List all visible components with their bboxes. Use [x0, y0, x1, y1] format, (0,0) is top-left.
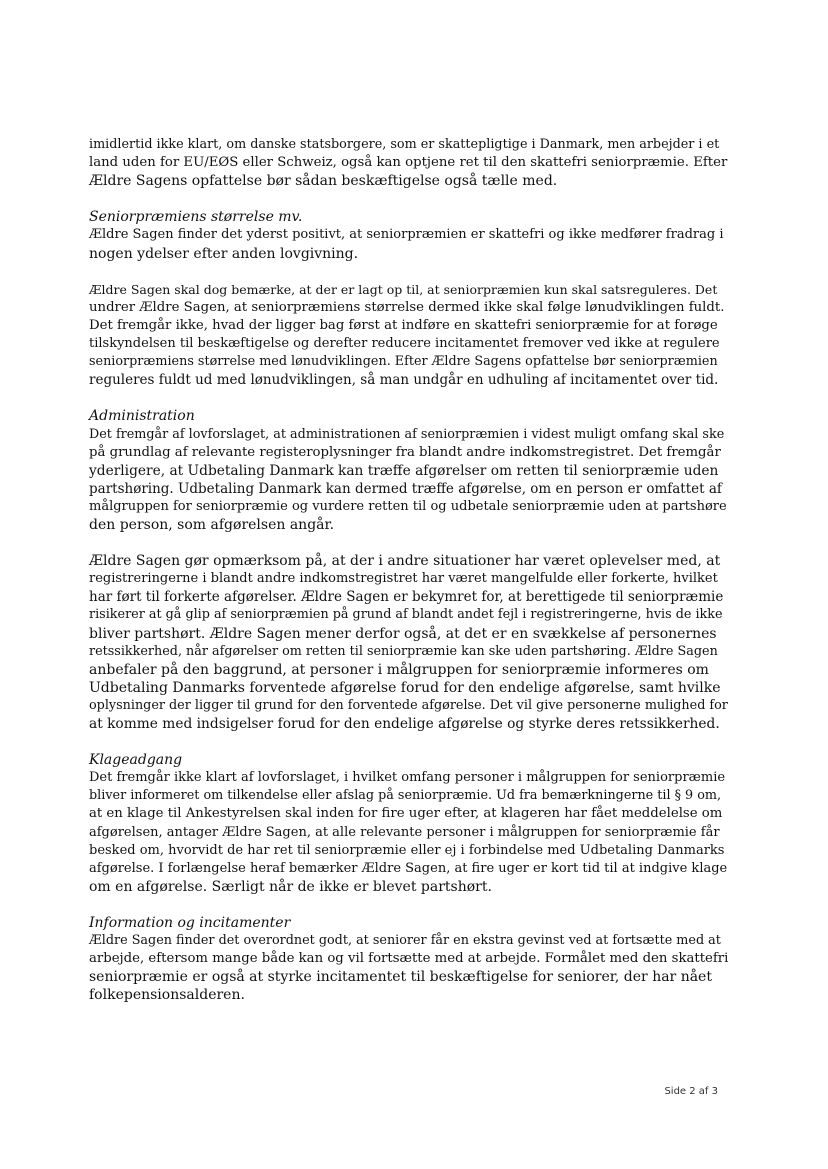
paragraph: [89, 281, 729, 390]
section-heading: Klageadgang: [89, 752, 183, 769]
paragraph: [89, 136, 729, 190]
text-line: Ældre Sagen finder det yderst positivt, at seniorpræmien er skattefri og ikke medfører fradrag i: [89, 227, 724, 243]
text-line: afgørelse. I forlængelse heraf bemærker Ældre Sagen, at fire uger er kort tid til at indgive klage: [89, 860, 728, 876]
text-line: seniorpræmie er også at styrke incitamentet til beskæftigelse for seniorer, der har nået: [89, 969, 712, 986]
text-line: Ældre Sagen skal dog bemærke, at der er lagt op til, at seniorpræmien kun skal satsreguleres. Det: [89, 281, 718, 297]
text-line: Udbetaling Danmarks forventede afgørelse forud for den endelige afgørelse, samt hvilke: [89, 679, 721, 696]
text-line: om en afgørelse. Særligt når de ikke er blevet partshørt.: [89, 878, 492, 895]
text-line: Ældre Sagens opfattelse bør sådan beskæftigelse også tælle med.: [89, 173, 558, 190]
text-line: på grundlag af relevante registeroplysninger fra blandt andre indkomstregistret. Det fremgår: [89, 444, 721, 460]
section-heading: Seniorpræmiens størrelse mv.: [89, 209, 303, 226]
page-number: Side 2 af 3: [664, 1086, 718, 1097]
text-line: oplysninger der ligger til grund for den forventede afgørelse. Det vil give personerne mulighed for: [89, 697, 728, 713]
section-heading: Administration: [89, 408, 195, 425]
text-line: afgørelsen, antager Ældre Sagen, at alle relevante personer i målgruppen for seniorpræmie får: [89, 824, 720, 840]
text-line: Ældre Sagen finder det overordnet godt, at seniorer får en ekstra gevinst ved at fortsætte med at: [89, 933, 721, 949]
text-line: bliver informeret om tilkendelse eller afslag på seniorpræmie. Ud fra bemærkningerne til § 9 om,: [89, 788, 722, 804]
text-line: seniorpræmiens størrelse med lønudviklingen. Efter Ældre Sagens opfattelse bør seniorpræmien: [89, 354, 718, 370]
paragraph: [89, 914, 729, 1004]
text-line: undrer Ældre Sagen, at seniorpræmiens størrelse dermed ikke skal følge lønudviklingen fuldt.: [89, 299, 725, 315]
text-line: yderligere, at Udbetaling Danmark kan træffe afgørelser om retten til seniorpræmie uden: [89, 462, 719, 479]
text-line: reguleres fuldt ud med lønudviklingen, så man undgår en udhuling af incitamentet over tid.: [89, 372, 719, 389]
text-line: Det fremgår ikke, hvad der ligger bag først at indføre en skattefri seniorpræmie for at forøge: [89, 317, 718, 333]
paragraph: [89, 552, 729, 733]
text-line: partshøring. Udbetaling Danmark kan dermed træffe afgørelse, om en person er omfattet af: [89, 480, 722, 497]
paragraph: [89, 751, 729, 896]
text-line: risikerer at gå glip af seniorpræmien på grund af blandt andet fejl i registreringerne, hvis de ikke: [89, 607, 723, 623]
text-line: folkepensionsalderen.: [89, 987, 245, 1004]
text-line: Ældre Sagen gør opmærksom på, at der i andre situationer har været oplevelser med, at: [89, 553, 721, 570]
text-line: anbefaler på den baggrund, at personer i målgruppen for seniorpræmie informeres om: [89, 661, 709, 678]
text-line: har ført til forkerte afgørelser. Ældre Sagen er bekymret for, at berettigede til seniorpræmie: [89, 589, 724, 606]
text-line: nogen ydelser efter anden lovgivning.: [89, 245, 359, 262]
text-line: registreringerne i blandt andre indkomstregistret har været mangelfulde eller forkerte, hvilket: [89, 571, 718, 587]
text-line: at komme med indsigelser forud for den endelige afgørelse og styrke deres retssikkerhed.: [89, 716, 720, 732]
paragraph: [89, 407, 729, 534]
document-body: [89, 136, 729, 1023]
text-line: den person, som afgørelsen angår.: [89, 516, 335, 533]
section-heading: Information og incitamenter: [89, 915, 291, 932]
text-line: arbejde, eftersom mange både kan og vil fortsætte med at arbejde. Formålet med den skattefri: [89, 951, 729, 967]
text-line: Det fremgår ikke klart af lovforslaget, i hvilket omfang personer i målgruppen for seniorpræmie: [89, 770, 726, 786]
text-line: retssikkerhed, når afgørelser om retten til seniorpræmie kan ske uden partshøring. Ældre Sagen: [89, 643, 718, 659]
text-line: land uden for EU/EØS eller Schweiz, også kan optjene ret til den skattefri seniorpræmie. Efter: [89, 155, 728, 171]
text-line: at en klage til Ankestyrelsen skal inden for fire uger efter, at klageren har fået meddelelse om: [89, 806, 723, 822]
paragraph: [89, 208, 729, 262]
text-line: tilskyndelsen til beskæftigelse og derefter reducere incitamentet fremover ved ikke at regulere: [89, 336, 720, 352]
text-line: besked om, hvorvidt de har ret til seniorpræmie eller ej i forbindelse med Udbetaling Danmarks: [89, 842, 725, 858]
text-line: Det fremgår af lovforslaget, at administrationen af seniorpræmien i videst muligt omfang skal ske: [89, 426, 725, 442]
text-line: målgruppen for seniorpræmie og vurdere retten til og udbetale seniorpræmie uden at partshøre: [89, 498, 727, 514]
text-line: bliver partshørt. Ældre Sagen mener derfor også, at det er en svækkelse af personernes: [89, 625, 717, 642]
text-line: imidlertid ikke klart, om danske statsborgere, som er skattepligtige i Danmark, men arbejder i et: [89, 137, 720, 152]
